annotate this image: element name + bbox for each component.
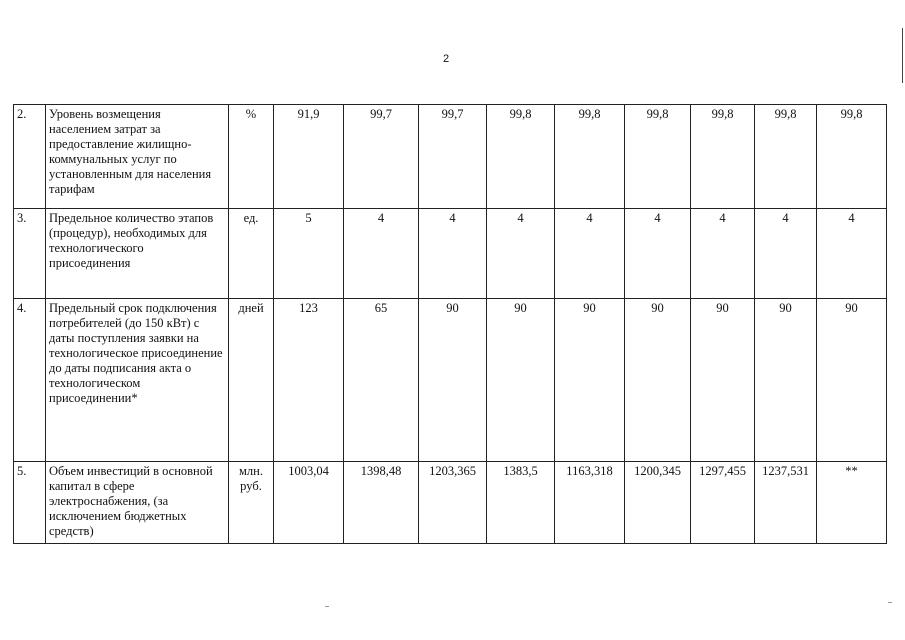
value-cell: 90 (691, 299, 755, 462)
value-cell: 90 (419, 299, 487, 462)
value-cell: 99,8 (625, 105, 691, 209)
value-cell: 4 (487, 209, 555, 299)
unit-cell: ед. (229, 209, 274, 299)
table-row (14, 209, 887, 299)
value-cell: 90 (487, 299, 555, 462)
value-cell: 99,8 (817, 105, 887, 209)
value-cell: 4 (625, 209, 691, 299)
indicator-name: Предельный срок подключения потребителей (до 150 кВт) с даты поступления заявки на технологическое присоединение до даты подписания акта о технологическом присоединении* (46, 299, 229, 462)
value-cell: 99,8 (755, 105, 817, 209)
value-cell: 91,9 (274, 105, 344, 209)
table-row (14, 105, 887, 209)
scan-edge-line (902, 28, 903, 83)
table-row (14, 462, 887, 544)
unit-cell: дней (229, 299, 274, 462)
value-cell: 4 (691, 209, 755, 299)
page-number: 2 (443, 53, 450, 65)
value-cell: 4 (555, 209, 625, 299)
value-cell: 123 (274, 299, 344, 462)
row-number: 3. (14, 209, 46, 299)
value-cell: 99,8 (555, 105, 625, 209)
value-cell: 1383,5 (487, 462, 555, 544)
value-cell: 65 (344, 299, 419, 462)
unit-cell: млн. руб. (229, 462, 274, 544)
indicator-name: Уровень возмещения населением затрат за предоставление жилищно-коммунальных услуг по установленным для населения тарифам (46, 105, 229, 209)
value-cell: 90 (555, 299, 625, 462)
indicator-name: Предельное количество этапов (процедур), необходимых для технологического присоединения (46, 209, 229, 299)
value-cell: 1200,345 (625, 462, 691, 544)
value-cell: 99,8 (487, 105, 555, 209)
row-number: 2. (14, 105, 46, 209)
row-number: 5. (14, 462, 46, 544)
value-cell: 1003,04 (274, 462, 344, 544)
value-cell: 99,7 (344, 105, 419, 209)
value-cell: 4 (755, 209, 817, 299)
value-cell: 90 (817, 299, 887, 462)
value-cell: 4 (817, 209, 887, 299)
scan-mark (325, 606, 329, 607)
value-cell: 5 (274, 209, 344, 299)
table-row (14, 299, 887, 462)
value-cell: 4 (344, 209, 419, 299)
value-cell: 1297,455 (691, 462, 755, 544)
scan-mark (888, 602, 892, 603)
indicators-table (13, 104, 887, 544)
value-cell: 99,8 (691, 105, 755, 209)
row-number: 4. (14, 299, 46, 462)
value-cell: ** (817, 462, 887, 544)
value-cell: 1237,531 (755, 462, 817, 544)
value-cell: 99,7 (419, 105, 487, 209)
indicator-name: Объем инвестиций в основной капитал в сфере электроснабжения, (за исключением бюджетных средств) (46, 462, 229, 544)
value-cell: 90 (755, 299, 817, 462)
unit-cell: % (229, 105, 274, 209)
value-cell: 90 (625, 299, 691, 462)
value-cell: 4 (419, 209, 487, 299)
value-cell: 1163,318 (555, 462, 625, 544)
value-cell: 1398,48 (344, 462, 419, 544)
value-cell: 1203,365 (419, 462, 487, 544)
